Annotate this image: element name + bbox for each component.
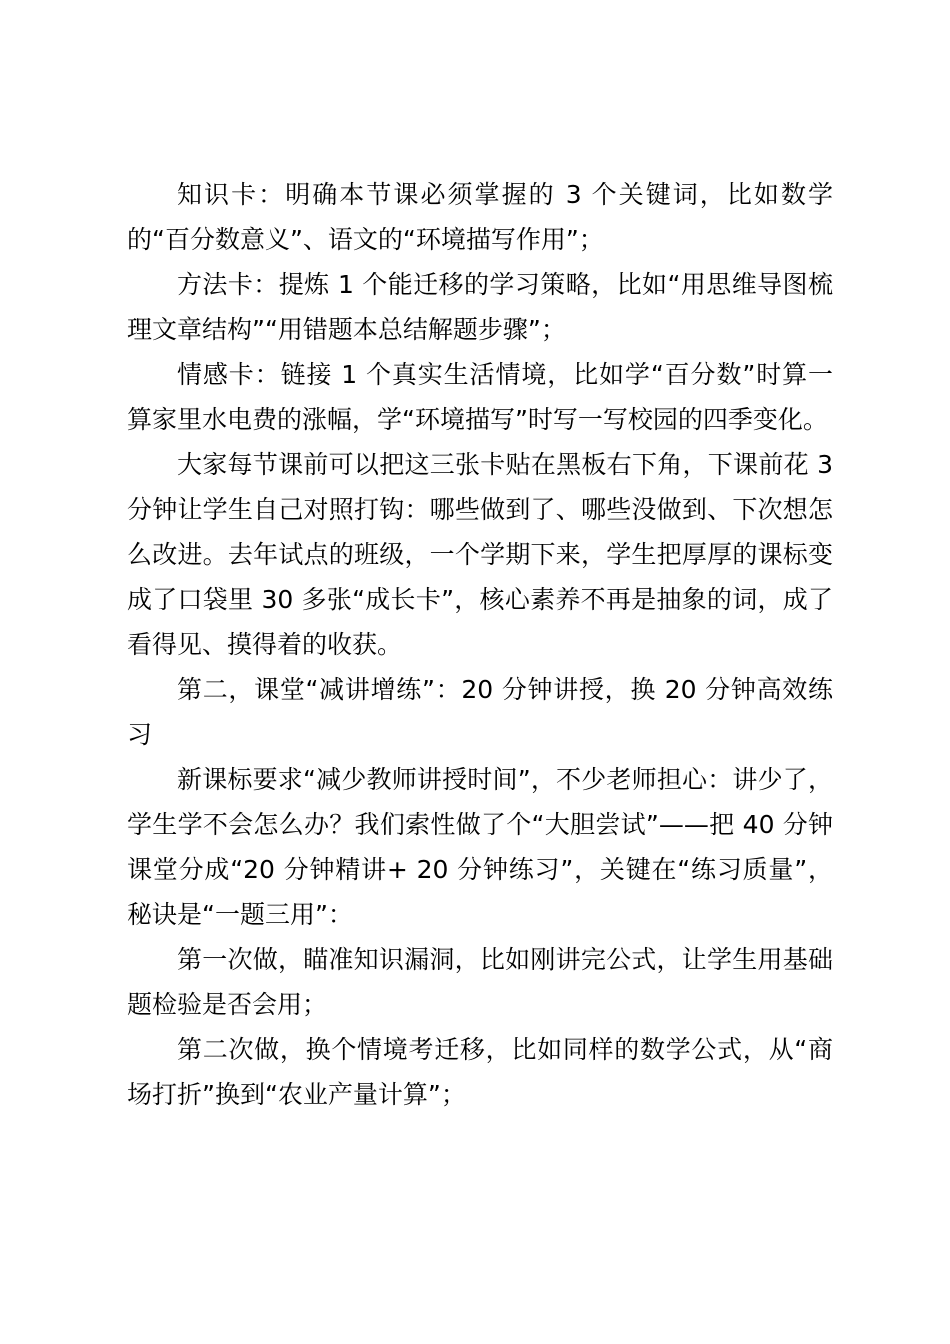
document-body bbox=[127, 172, 833, 1117]
section-heading-second: 第二，课堂“减讲增练”：20 分钟讲授，换 20 分钟高效练习 bbox=[127, 675, 833, 749]
paragraph-knowledge-card: 知识卡：明确本节课必须掌握的 3 个关键词，比如数学的“百分数意义”、语文的“环境描写作用”； bbox=[127, 180, 833, 254]
paragraph-method-card: 方法卡：提炼 1 个能迁移的学习策略，比如“用思维导图梳理文章结构”“用错题本总结解题步骤”； bbox=[127, 270, 833, 344]
paragraph-emotion-card: 情感卡：链接 1 个真实生活情境，比如学“百分数”时算一算家里水电费的涨幅，学“环境描写”时写一写校园的四季变化。 bbox=[127, 360, 833, 434]
paragraph-second-attempt: 第二次做，换个情境考迁移，比如同样的数学公式，从“商场打折”换到“农业产量计算”； bbox=[127, 1035, 833, 1109]
paragraph-card-usage: 大家每节课前可以把这三张卡贴在黑板右下角，下课前花 3 分钟让学生自己对照打钩：哪些做到了、哪些没做到、下次想怎么改进。去年试点的班级，一个学期下来，学生把厚厚的课标变成了口袋里 30 多张“成长卡”，核心素养不再是抽象的词，成了看得见、摸得着的收获。 bbox=[127, 450, 833, 659]
paragraph-first-attempt: 第一次做，瞄准知识漏洞，比如刚讲完公式，让学生用基础题检验是否会用； bbox=[127, 945, 833, 1019]
paragraph-new-curriculum: 新课标要求“减少教师讲授时间”，不少老师担心：讲少了，学生学不会怎么办？我们索性做了个“大胆尝试”——把 40 分钟课堂分成“20 分钟精讲+ 20 分钟练习”，关键在“练习质量”，秘诀是“一题三用”： bbox=[127, 765, 833, 929]
